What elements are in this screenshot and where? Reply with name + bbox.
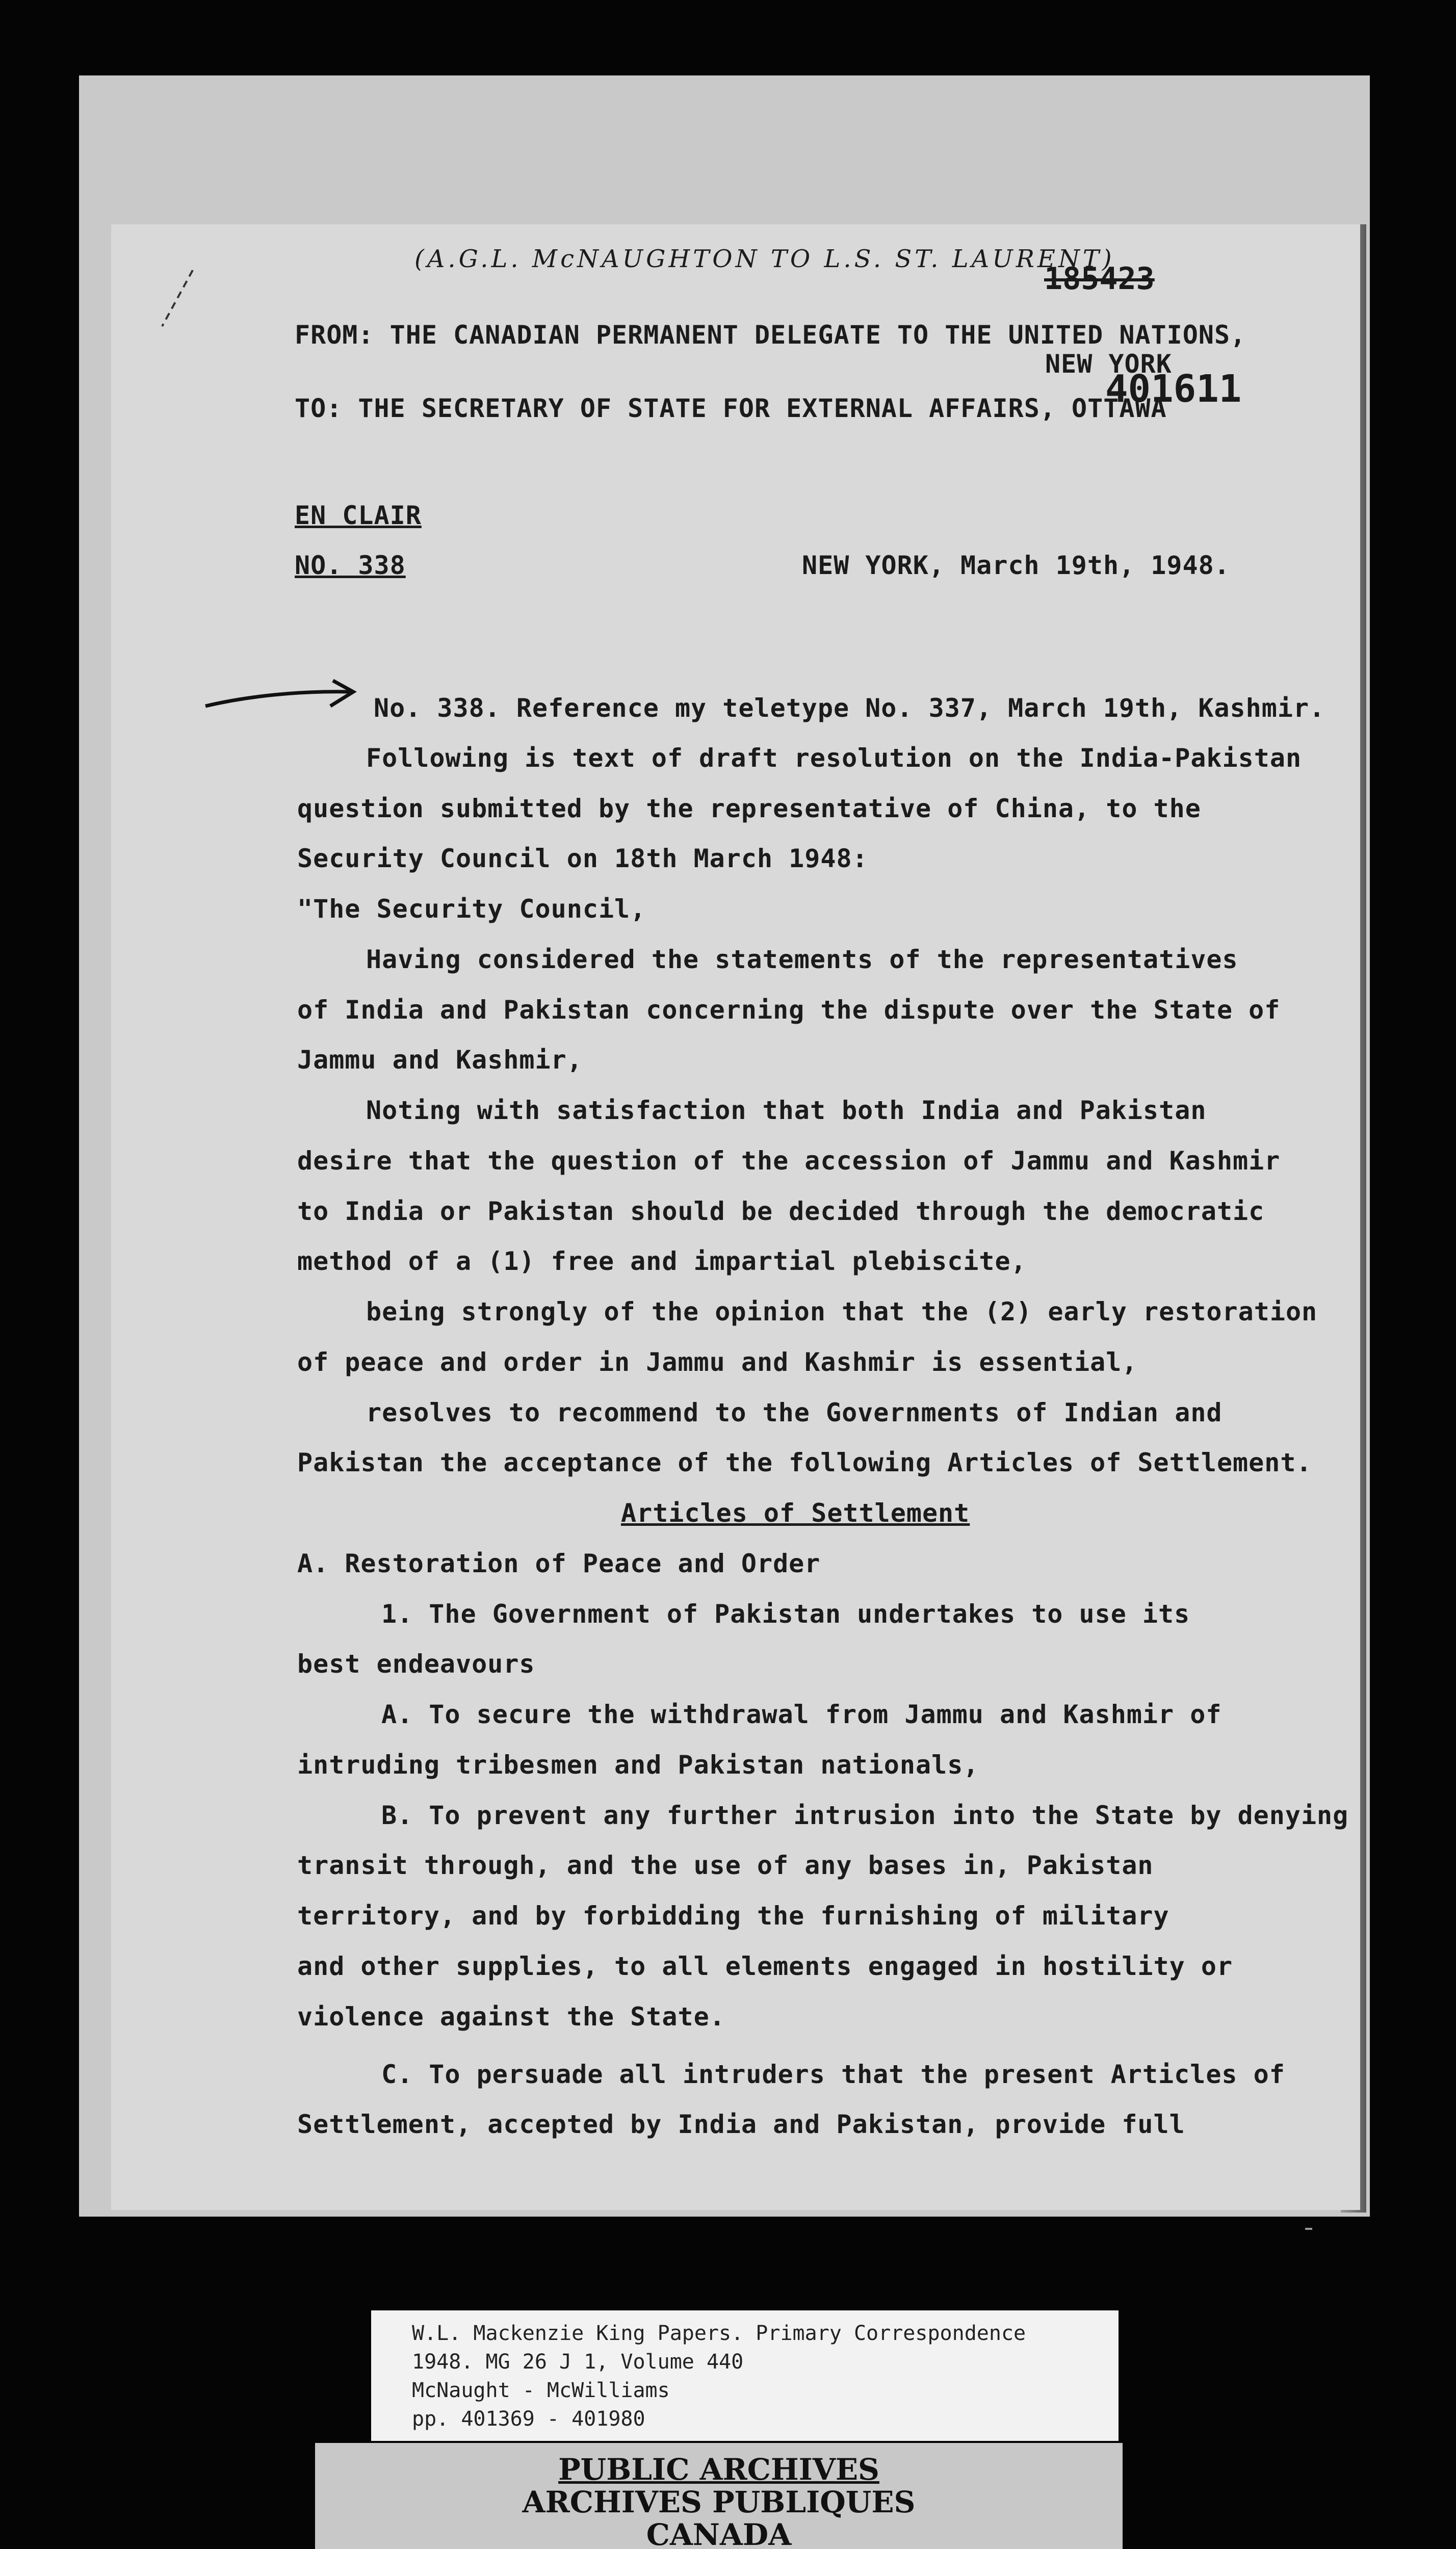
place-date: NEW YORK, March 19th, 1948. xyxy=(802,551,1230,580)
body-line: Security Council on 18th March 1948: xyxy=(297,844,868,873)
body-line: territory, and by forbidding the furnishing of military xyxy=(297,1901,1169,1931)
body-line: and other supplies, to all elements engaged in hostility or xyxy=(297,1952,1233,1981)
archive-number-struck: 185423 xyxy=(1044,261,1155,297)
archive-number: 401611 xyxy=(1105,367,1242,411)
collection-label xyxy=(371,2310,1119,2441)
body-line: Having considered the statements of the representatives xyxy=(366,945,1238,974)
body-line: Pakistan the acceptance of the following Articles of Settlement. xyxy=(297,1448,1312,1477)
label-line: McNaught - McWilliams xyxy=(412,2379,670,2402)
to-line: TO: THE SECRETARY OF STATE FOR EXTERNAL AFFAIRS, OTTAWA xyxy=(295,394,1167,423)
handwritten-note: (A.G.L. McNAUGHTON TO L.S. ST. LAURENT) xyxy=(414,245,1115,273)
body-line: to India or Pakistan should be decided through the democratic xyxy=(297,1197,1265,1226)
body-line: intruding tribesmen and Pakistan nationals, xyxy=(297,1750,979,1780)
body-line: best endeavours xyxy=(297,1649,535,1679)
scan-mark xyxy=(1305,2228,1312,2230)
body-line: of India and Pakistan concerning the dispute over the State of xyxy=(297,995,1281,1025)
body-line: being strongly of the opinion that the (2) early restoration xyxy=(366,1297,1318,1326)
from-city: NEW YORK xyxy=(1045,349,1172,379)
from-line: FROM: THE CANADIAN PERMANENT DELEGATE TO THE UNITED NATIONS, xyxy=(295,320,1246,350)
archives-line-2: ARCHIVES PUBLIQUES xyxy=(522,2485,916,2519)
en-clair-heading: EN CLAIR xyxy=(295,501,422,530)
document-page xyxy=(111,224,1360,2210)
body-line: Following is text of draft resolution on the India-Pakistan xyxy=(366,743,1302,773)
body-line: Jammu and Kashmir, xyxy=(297,1045,583,1075)
label-line: W.L. Mackenzie King Papers. Primary Correspondence xyxy=(412,2322,1026,2345)
message-number: NO. 338 xyxy=(295,551,406,580)
body-line: 1. The Government of Pakistan undertakes to use its xyxy=(381,1599,1190,1629)
body-line: question submitted by the representative of China, to the xyxy=(297,794,1201,823)
articles-heading: Articles of Settlement xyxy=(621,1498,970,1528)
body-line: violence against the State. xyxy=(297,2002,725,2032)
body-line: resolves to recommend to the Governments of Indian and xyxy=(366,1398,1223,1427)
label-line: pp. 401369 - 401980 xyxy=(412,2407,645,2431)
body-line: C. To persuade all intruders that the present Articles of xyxy=(381,2060,1285,2089)
body-line: Noting with satisfaction that both India and Pakistan xyxy=(366,1096,1207,1125)
body-line: B. To prevent any further intrusion into the State by denying xyxy=(381,1801,1349,1830)
body-line: transit through, and the use of any bases in, Pakistan xyxy=(297,1851,1154,1880)
archives-line-3: CANADA xyxy=(646,2517,792,2549)
body-line: desire that the question of the accession of Jammu and Kashmir xyxy=(297,1146,1281,1176)
body-line: method of a (1) free and impartial plebiscite, xyxy=(297,1246,1027,1276)
body-line: of peace and order in Jammu and Kashmir is essential, xyxy=(297,1347,1138,1377)
hand-drawn-arrow-icon xyxy=(203,675,361,721)
body-line: Settlement, accepted by India and Pakistan, provide full xyxy=(297,2110,1185,2139)
archives-line-1: PUBLIC ARCHIVES xyxy=(558,2452,879,2487)
pen-mark-icon xyxy=(157,265,198,331)
body-line: No. 338. Reference my teletype No. 337, March 19th, Kashmir. xyxy=(374,693,1325,723)
body-line: A. To secure the withdrawal from Jammu and Kashmir of xyxy=(381,1700,1222,1729)
body-line: A. Restoration of Peace and Order xyxy=(297,1549,821,1578)
body-line: "The Security Council, xyxy=(297,894,646,924)
label-line: 1948. MG 26 J 1, Volume 440 xyxy=(412,2350,744,2374)
archives-stamp xyxy=(315,2443,1123,2549)
